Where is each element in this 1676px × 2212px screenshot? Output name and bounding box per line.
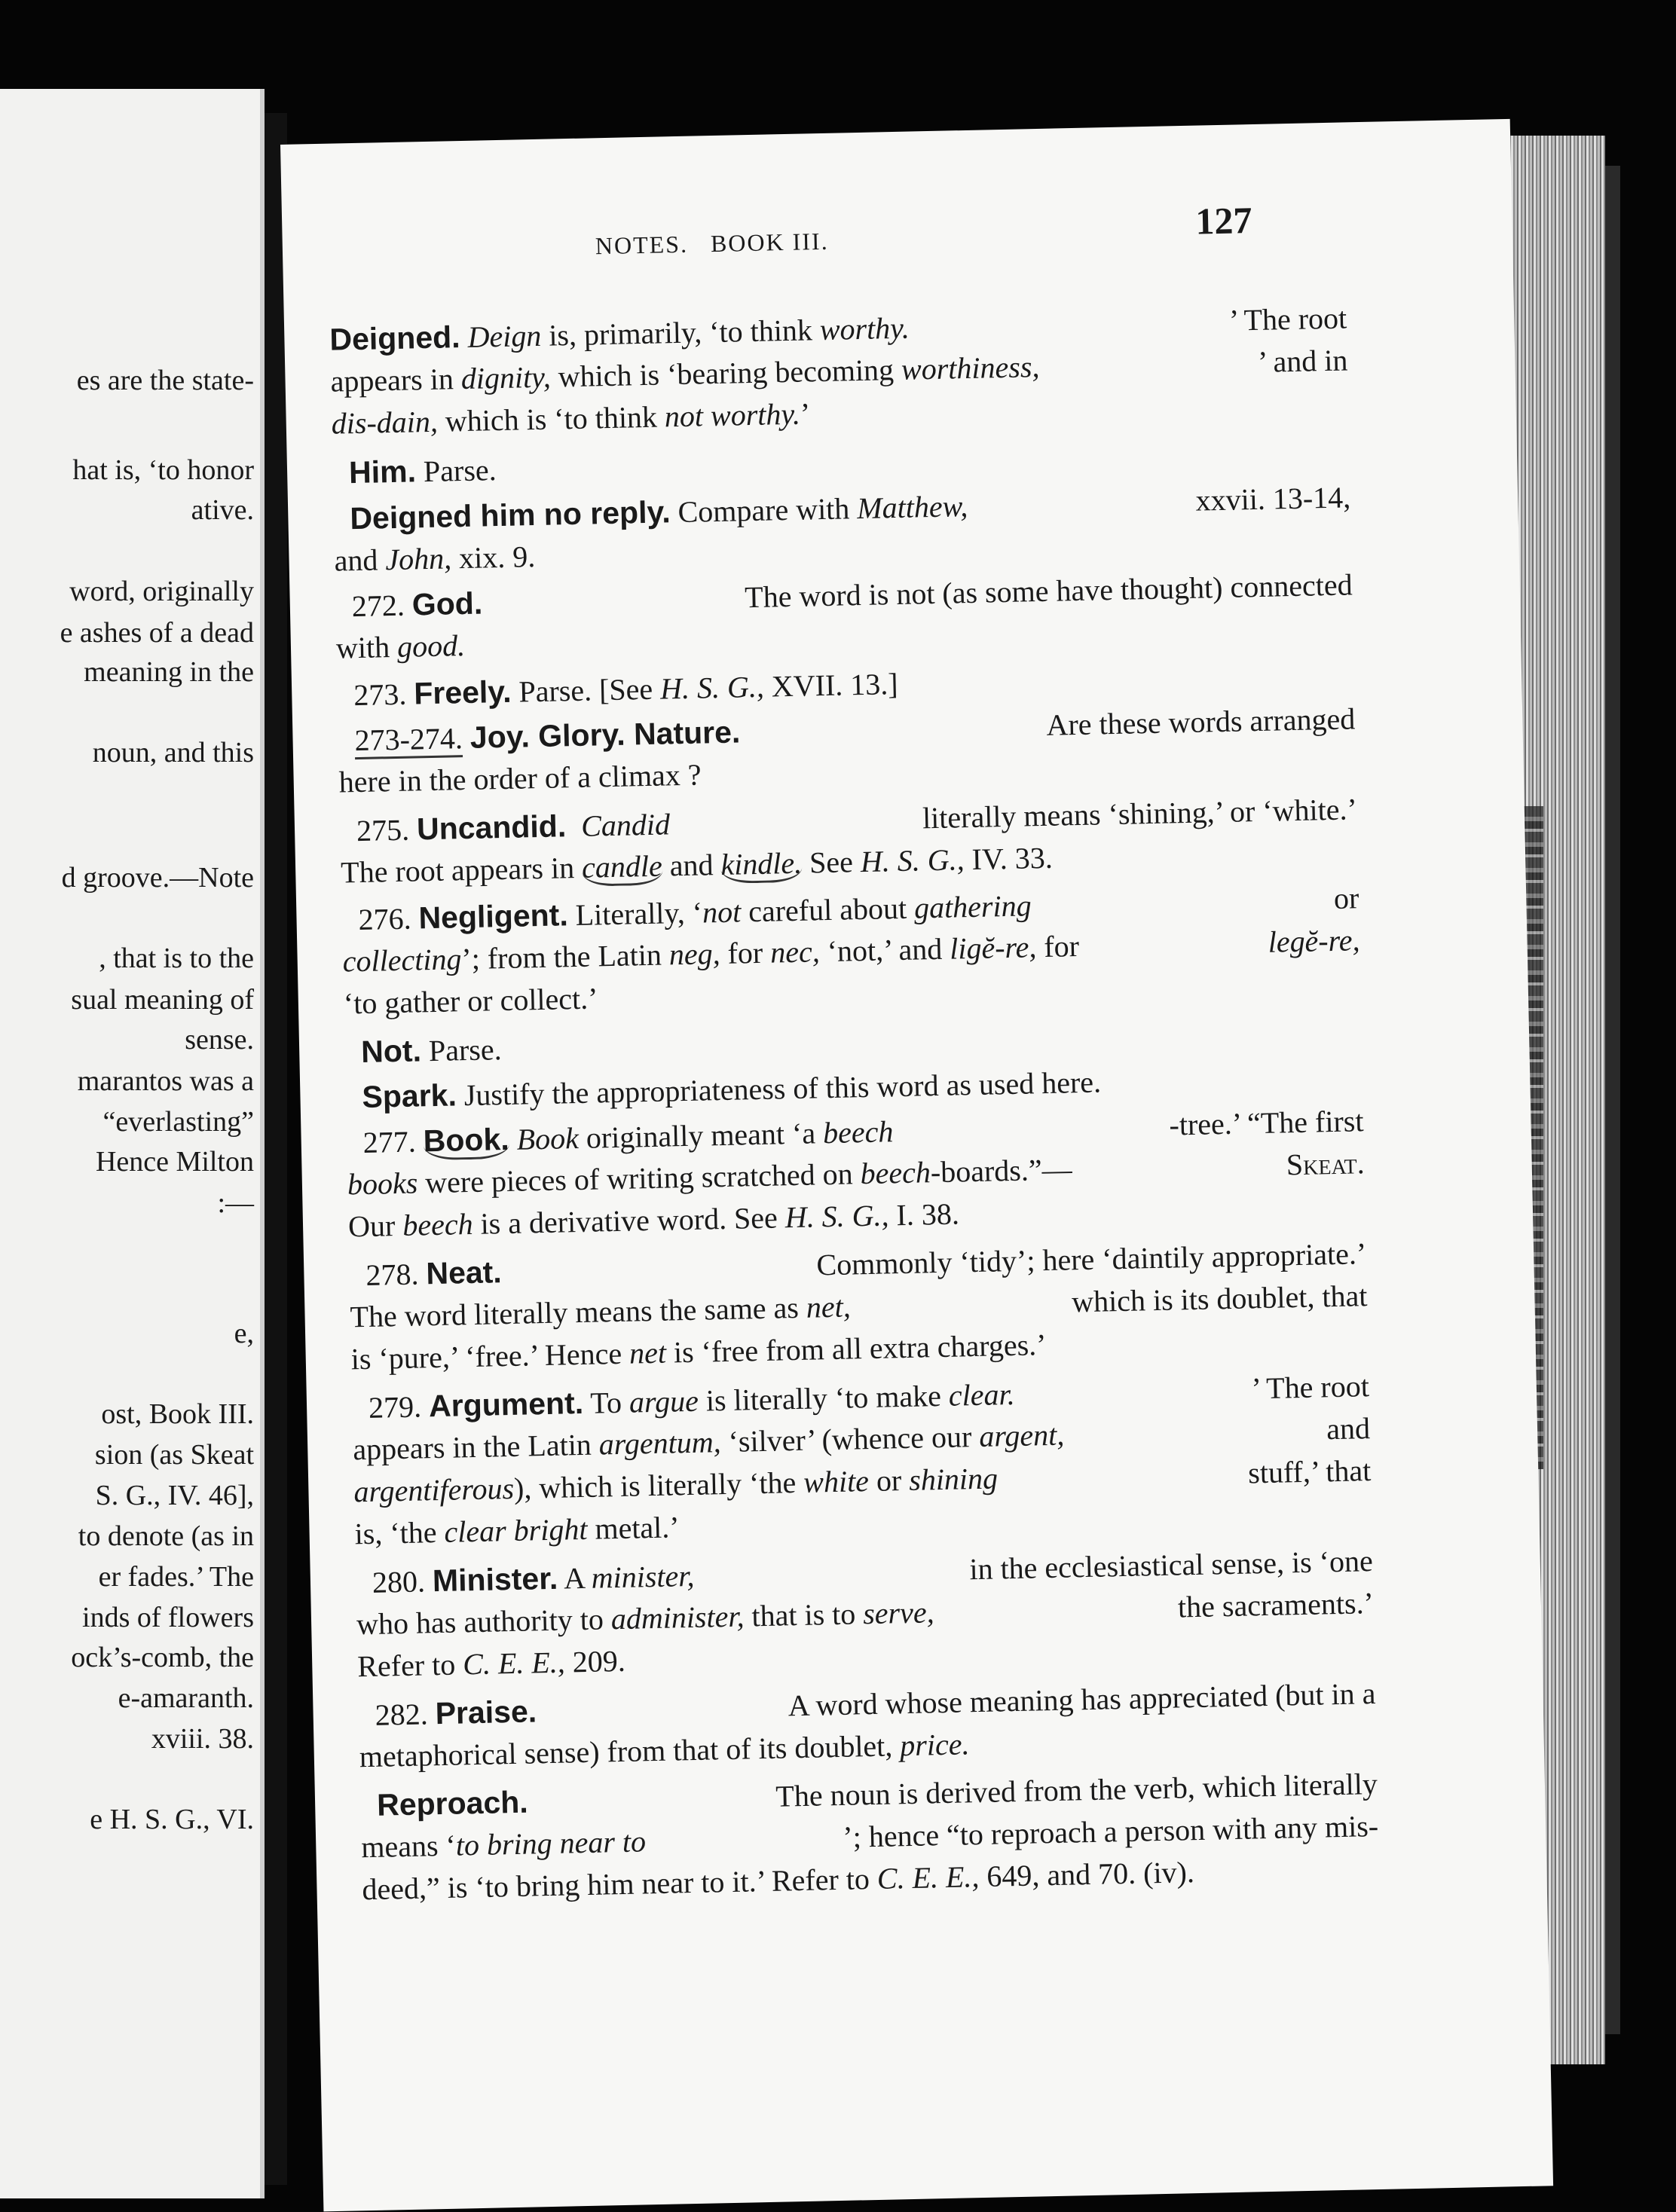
entry-book-line-1 (362, 1106, 1364, 1158)
italic-term: Deign (467, 318, 542, 354)
italic-term: worthy. (819, 310, 910, 347)
running-head: NOTES. BOOK III. (595, 227, 829, 260)
text: is ‘free from all extra charges.’ (665, 1328, 1047, 1370)
headword: Joy. Glory. Nature. (469, 714, 741, 755)
text: the sacraments.’ (1170, 1586, 1375, 1624)
italic-term: not (702, 894, 742, 930)
text: -tree.’ “The first (1169, 1104, 1364, 1142)
left-line: es are the state- (76, 365, 254, 396)
text: means ‘ (360, 1828, 457, 1865)
line-number: 279. (368, 1389, 422, 1425)
entry-joy-line-1 (354, 701, 1356, 758)
italic-term: gathering (913, 888, 1032, 925)
line-number: 276. (358, 901, 412, 937)
line-number: 278. (365, 1257, 419, 1292)
headword: Spark. (362, 1077, 457, 1114)
text: which is ‘bearing becoming (550, 352, 902, 394)
italic-term: good. (396, 628, 466, 664)
text: A (557, 1560, 592, 1596)
text: The word is not (as some have thought) connected (737, 567, 1353, 615)
italic-term: clear bright (444, 1511, 588, 1549)
text: 649, and 70. (iv). (978, 1855, 1195, 1894)
text: xxvii. 13-14, (1188, 480, 1351, 518)
left-line: , that is to the (99, 943, 254, 974)
line-number: 277. (362, 1124, 417, 1159)
entry-god-line-1 (351, 567, 1353, 624)
italic-term: H. S. G., (860, 842, 965, 879)
book-gutter (265, 113, 287, 2185)
italic-term: beech (402, 1206, 474, 1242)
italic-term: beech (860, 1155, 931, 1191)
left-line: marantos was a (77, 1065, 254, 1097)
left-line: e-amaranth. (118, 1682, 254, 1714)
text: and (662, 847, 721, 883)
text: Parse. (415, 453, 497, 489)
text: ), which is literally ‘the (513, 1465, 804, 1505)
text: A word whose meaning has appreciated (but in a (781, 1676, 1376, 1723)
italic-term: C. E. E., (462, 1645, 566, 1682)
italic-term: minister, (591, 1558, 695, 1595)
italic-term: books (347, 1166, 418, 1202)
entry-god-line-2 (336, 612, 1354, 663)
text: were pieces of writing scratched on (417, 1156, 861, 1200)
italic-term: beech (822, 1114, 894, 1150)
text: careful about (740, 891, 915, 929)
italic-term: Matthew, (856, 489, 968, 526)
italic-term: not worthy. (664, 396, 801, 434)
text: metal.’ (586, 1510, 680, 1546)
headword: God. (411, 585, 483, 622)
headword: Reproach. (376, 1784, 529, 1822)
entry-reproach-line-3 (362, 1853, 1380, 1905)
entry-minister-line-3 (357, 1630, 1375, 1682)
text: ‘to gather or collect.’ (343, 981, 598, 1021)
text: which is its doublet, that (1063, 1279, 1368, 1319)
text: that is to (743, 1596, 864, 1633)
headword: Freely. (413, 674, 512, 711)
left-line: e H. S. G., VI. (90, 1804, 254, 1835)
left-line: to denote (as in (78, 1520, 254, 1552)
italic-term: worthiness, (901, 349, 1040, 386)
left-line: noun, and this (92, 737, 254, 768)
line-number: 273-274. (354, 721, 463, 759)
text: which is ‘to think (437, 399, 665, 438)
text: Parse. [See (510, 671, 661, 709)
left-line: e ashes of a dead (60, 617, 254, 649)
entry-argument-line-4 (354, 1498, 1372, 1549)
text: Refer to (356, 1647, 463, 1684)
text: ‘not,’ and (819, 931, 950, 969)
entry-negligent-line-1 (358, 883, 1359, 935)
italic-term: white (803, 1464, 870, 1499)
text: and (1318, 1411, 1371, 1447)
text: appears in (330, 362, 462, 399)
text: Commonly ‘tidy’; here ‘daintily appropriate.’ (809, 1236, 1367, 1282)
headword: Not. (360, 1033, 422, 1070)
text: appears in the Latin (352, 1427, 600, 1467)
italic-term: kindle. (720, 846, 803, 884)
text: in the ecclesiastical sense, is ‘one (961, 1544, 1374, 1587)
text: is a derivative word. See (473, 1200, 786, 1241)
italic-term: dis-dain, (331, 404, 439, 441)
italic-term: net, (806, 1289, 852, 1324)
left-line: sion (as Skeat (94, 1439, 254, 1471)
italic-term: nec, (769, 934, 821, 970)
fore-edge-shadow (1605, 166, 1620, 2034)
left-line: meaning in the (84, 656, 254, 688)
line-number: 275. (356, 812, 410, 848)
text: literally means ‘shining,’ or ‘white.’ (914, 792, 1358, 836)
line-number: 273. (353, 677, 407, 713)
text: Parse. (421, 1032, 503, 1068)
text: Justify the appropriateness of this word as used here. (456, 1065, 1102, 1113)
left-line: ock’s-comb, the (71, 1642, 254, 1673)
text: Literally, ‘ (567, 895, 703, 933)
text: To (583, 1385, 630, 1420)
left-facing-page (0, 89, 265, 2198)
headword: Deigned. (329, 319, 461, 357)
text: ’ The root (1251, 1369, 1370, 1406)
author-name: Skeat. (1286, 1146, 1366, 1182)
text: deed,” is ‘to bring him near to it.’ Refer to (362, 1861, 878, 1907)
left-line: Hence Milton (95, 1146, 254, 1178)
text: ’ (800, 396, 811, 431)
italic-term: shining (908, 1461, 999, 1497)
left-line: sual meaning of (71, 984, 254, 1016)
text: with (335, 629, 398, 665)
text: and (334, 542, 386, 578)
italic-term: net (628, 1335, 667, 1370)
entry-spark (362, 1061, 1380, 1113)
text: The root appears in (340, 850, 583, 890)
text: The noun is derived from the verb, which literally (768, 1766, 1378, 1813)
text: originally meant ‘a (578, 1116, 824, 1155)
text: Compare with (670, 491, 858, 530)
text: for (1035, 928, 1087, 964)
text: ’; hence “to reproach a person with any mis- (842, 1808, 1379, 1854)
text: is literally ‘to make (698, 1378, 950, 1418)
left-line: S. G., IV. 46], (95, 1480, 254, 1511)
italic-term: to bring near to (455, 1824, 647, 1862)
italic-term: candle (582, 849, 663, 887)
headword: Negligent. (418, 897, 569, 936)
left-line: ost, Book III. (101, 1398, 254, 1430)
left-line: e, (234, 1318, 254, 1349)
italic-term: legĕ-re, (1268, 923, 1360, 959)
line-number: 280. (372, 1564, 426, 1599)
left-line: hat is, ‘to honor (72, 454, 254, 486)
entry-him (349, 436, 1367, 488)
headword: Minister. (432, 1560, 558, 1599)
italic-term: dignity, (460, 359, 552, 396)
italic-term: ligĕ-re, (949, 930, 1037, 966)
entry-not (361, 1016, 1379, 1068)
entry-deigned-him-line-1 (350, 482, 1351, 534)
entry-deigned-line-1 (329, 303, 1347, 355)
main-page (280, 119, 1553, 2212)
entry-praise-line-1 (375, 1676, 1376, 1732)
left-line: ative. (191, 494, 254, 526)
headword: Neat. (425, 1254, 503, 1291)
headword: Book. (423, 1122, 509, 1160)
left-line: :— (217, 1187, 254, 1219)
entry-neat-line-3 (350, 1323, 1369, 1374)
left-line: word, originally (69, 576, 254, 607)
text: ’ The root (1228, 301, 1347, 338)
left-line: xviii. 38. (151, 1723, 254, 1755)
italic-term: collecting (342, 942, 462, 979)
italic-term: Candid (580, 807, 671, 843)
italic-term: argentum, (598, 1425, 722, 1462)
text: is, primarily, ‘to think (540, 313, 821, 353)
headword: Praise. (435, 1694, 537, 1731)
italic-term: C. E. E., (876, 1859, 980, 1896)
italic-term: argent, (978, 1417, 1065, 1453)
headword: Deigned him no reply. (349, 494, 671, 536)
text: ‘silver’ (whence our (720, 1419, 980, 1459)
italic-term: argentiferous (353, 1471, 515, 1509)
text: or (1326, 881, 1359, 916)
entry-negligent-line-3 (343, 967, 1361, 1019)
headword: Argument. (428, 1385, 584, 1424)
entry-argument-line-3 (353, 1453, 1372, 1509)
italic-term: H. S. G., (784, 1198, 889, 1235)
entry-argument-line-1 (369, 1371, 1370, 1423)
entry-uncandid-line-1 (356, 794, 1358, 846)
left-line: inds of flowers (82, 1602, 254, 1633)
headword: Uncandid. (416, 808, 567, 847)
text: or (868, 1462, 910, 1499)
text: Our (347, 1208, 403, 1244)
text: who has authority to (356, 1602, 612, 1642)
italic-term: argue (628, 1383, 699, 1419)
text: stuff,’ that (1240, 1453, 1372, 1490)
text: for (720, 935, 771, 971)
text: Are these words arranged (1040, 701, 1356, 743)
italic-term: administer, (610, 1599, 745, 1636)
left-line: sense. (185, 1024, 254, 1056)
italic-term: Book (509, 1121, 580, 1156)
text: ’ and in (1257, 343, 1348, 379)
entry-deigned-line-3 (331, 387, 1349, 441)
italic-term: clear. (948, 1376, 1016, 1413)
italic-term: neg, (668, 936, 721, 972)
text: XVII. 13.] (763, 666, 899, 704)
text: xix. 9. (451, 539, 536, 576)
line-number: 282. (375, 1697, 429, 1732)
left-line: er fades.’ The (98, 1561, 254, 1593)
text: ’; from the Latin (460, 937, 670, 976)
text: -boards.”— (930, 1152, 1073, 1190)
text: is, ‘the (354, 1514, 445, 1551)
text: here in the order of a climax ? (338, 757, 702, 799)
headword: Him. (348, 454, 417, 490)
text: metaphorical sense) from that of its doublet, (359, 1728, 901, 1774)
italic-term: John, (384, 541, 452, 577)
left-line: d groove.—Note (61, 862, 254, 894)
text: See (801, 845, 861, 880)
italic-term: H. S. G., (659, 669, 765, 706)
left-line: “everlasting” (102, 1106, 254, 1138)
italic-term: price. (899, 1727, 970, 1763)
text: I. 38. (888, 1196, 960, 1233)
text: 209. (564, 1643, 626, 1679)
text: is ‘pure,’ ‘free.’ Hence (350, 1336, 630, 1376)
line-number: 272. (351, 588, 405, 624)
entry-neat-line-2 (350, 1281, 1368, 1332)
page-number: 127 (1194, 199, 1252, 243)
text: IV. 33. (964, 840, 1054, 877)
italic-term: serve, (862, 1595, 935, 1631)
text: The word literally means the same as (350, 1290, 807, 1334)
entry-book-line-3 (348, 1190, 1366, 1242)
entry-freely (353, 658, 1372, 713)
